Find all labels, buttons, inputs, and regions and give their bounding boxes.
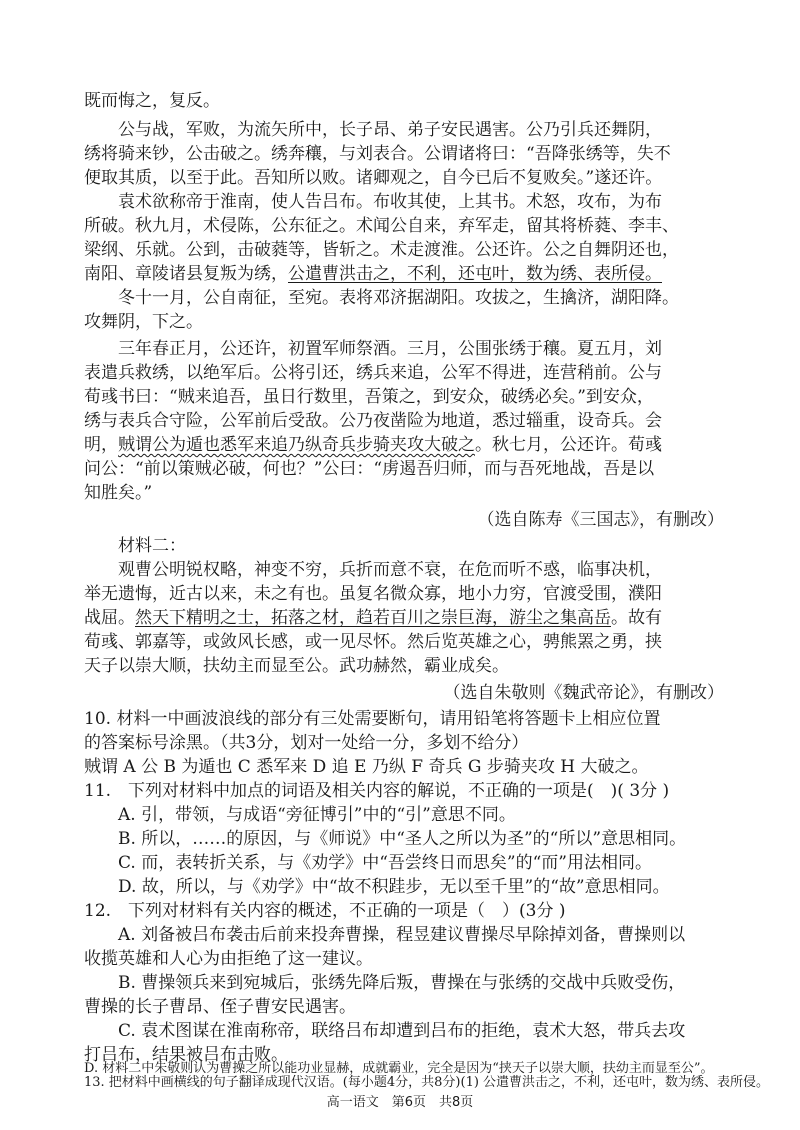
passage-line: 所破。秋九月，术侵陈，公东征之。术闻公自来，弃军走，留其将桥蕤、李丰、 (84, 216, 679, 236)
passage-line: 观曹公明锐权略，神变不穷，兵折而意不衰，在危而听不惑，临事决机， (118, 560, 662, 580)
question-10: 10. 材料一中画波浪线的部分有三处需要断句，请用铅笔将答题卡上相应位置 (84, 709, 661, 729)
passage-line: 攻舞阴，下之。 (84, 312, 203, 332)
question-10-options: 贼谓 A 公 B 为遁也 C 悉军来 D 追 E 乃纵 F 奇兵 G 步骑夹攻 H 大破之。 (84, 757, 649, 777)
question-13: 13. 把材料中画横线的句子翻译成现代汉语。(每小题4分，共8分)(1) 公遣曹洪击之，不利，还屯叶，数为绣、表所侵。 (84, 1075, 770, 1090)
question-12-option-b: 曹操的长子曹昂、侄子曹安民遇害。 (84, 997, 356, 1017)
dotted-char: 乃 (543, 120, 560, 140)
question-12-option-c: C. 袁术图谋在淮南称帝，联络吕布却遭到吕布的拒绝，袁术大怒，带兵去攻 (118, 1021, 686, 1041)
passage-line: 南阳、章陵诸县复叛为绣，公遣曹洪击之，不利，还屯叶，数为绣、表所侵。 (84, 264, 662, 284)
passage-line: 冬十一月，公自南征，至宛。表将邓济据湖阳。攻拔之，生擒济，湖阳降。 (118, 288, 679, 308)
question-11-option-d: D. 故，所以，与《劝学》中“故不积跬步，无以至千里”的“故”意思相同。 (118, 877, 670, 897)
passage-line: 绣将骑来钞，公击破之。绣奔穰，与刘表合。公谓诸将曰：“吾降张绣等，失不 (84, 144, 671, 164)
passage-line: 战屈。然天下精明之士，拓落之材，趋若百川之崇巨海，游尘之集高岳。故有 (84, 608, 662, 628)
question-12-option-a: A. 刘备被吕布袭击后前来投奔曹操，程昱建议曹操尽早除掉刘备，曹操则以 (118, 925, 686, 945)
question-12-option-d: D. 材料二中朱敬则认为曹操之所以能功业显赫，成就霸业，完全是因为“挟天子以崇大顺，扶幼主而显至公”。 (84, 1061, 714, 1076)
passage-line: 问公：“前以策贼必破，何也？”公曰：“虏遏吾归师，而与吾死地战，吾是以 (84, 459, 655, 479)
passage-line: 三年春正月，公还许，初置军师祭酒。三月，公围张绣于穰。夏五月，刘 (118, 339, 662, 359)
passage-line: 知胜矣。” (84, 483, 153, 503)
passage-line: 便取其质，以至于此。吾知所以败。诸卿观之，自今已后不复败矣。”遂还许。 (84, 168, 663, 188)
question-11-option-a: A. 引，带领，与成语“旁征博引”中的“引”意思不同。 (118, 805, 516, 825)
passage-line: 既而悔之，复反。 (84, 91, 220, 111)
question-12-option-c: 打吕布，结果被吕布击败。 (84, 1045, 288, 1065)
underlined-sentence-2: 然天下精明之士，拓落之材，趋若百川之崇巨海，游尘之集高岳 (135, 608, 611, 628)
wavy-line-sentence: 贼谓公为遁也悉军来追乃纵奇兵步骑夹攻大破之 (118, 435, 475, 455)
passage-line: 荀彧书曰：“贼来追吾，虽日行数里，吾策之，到安众，破绣必矣。”到安众， (84, 387, 654, 407)
passage-line: 明，贼谓公为遁也悉军来追乃纵奇兵步骑夹攻大破之。秋七月，公还许。荀彧 (84, 435, 662, 455)
page-footer: 高一语文 第6页 共8页 (326, 1095, 474, 1110)
question-11: 11. 下列对材料中加点的词语及相关内容的解说，不正确的一项是( )( 3分 ) (84, 781, 670, 801)
passage-line: 荀彧、郭嘉等，或敛风长感，或一见尽怀。然后览英雄之心，骋熊罴之勇，挟 (84, 632, 662, 652)
passage-line: 梁纲、乐就。公到，击破蕤等，皆斩之。术走渡淮。公还许。公之自舞阴还也， (84, 240, 679, 260)
passage-line: 举无遗悔，近古以来，未之有也。虽复名微众寡，地小力穷，官渡受围，濮阳 (84, 584, 662, 604)
question-12-option-a: 收揽英雄和人心为由拒绝了这一建议。 (84, 949, 373, 969)
question-11-option-b: B. 所以，……的原因，与《师说》中“圣人之所以为圣”的“所以”意思相同。 (118, 829, 687, 849)
source-note-2: （选自朱敬则《魏武帝论》，有删改） (443, 683, 724, 703)
source-note-1: （选自陈寿《三国志》，有删改） (477, 510, 724, 530)
underlined-sentence-1: 公遣曹洪击之，不利，还屯叶，数为绣、表所侵。 (288, 264, 662, 284)
passage-line: 绣与表兵合守险，公军前后受敌。公乃夜凿险为地道，悉过辎重，设奇兵。会 (84, 411, 662, 431)
question-10: 的答案标号涂黑。（共3分，划对一处给一分，多划不给分） (84, 733, 529, 753)
passage-line: 袁术欲称帝于淮南，使人告吕布。布收其使，上其书。术怒，攻布，为布 (118, 192, 662, 212)
material-two-heading: 材料二： (118, 536, 186, 556)
question-13-item-1: (1) 公遣曹洪击之，不利，还屯叶，数为绣、表所侵。 (460, 1075, 770, 1090)
passage-line: 表遣兵救绣，以绝军后。公将引还，绣兵来追，公军不得进，连营稍前。公与 (84, 363, 662, 383)
question-11-option-c: C. 而，表转折关系，与《劝学》中“吾尝终日而思矣”的“而”用法相同。 (118, 853, 652, 873)
question-12-option-b: B. 曹操领兵来到宛城后，张绣先降后叛，曹操在与张绣的交战中兵败受伤， (118, 973, 686, 993)
passage-line: 天子以崇大顺，扶幼主而显至公。武功赫然，霸业成矣。 (84, 656, 509, 676)
question-12: 12. 下列对材料有关内容的概述，不正确的一项是（ ）(3分 ) (84, 901, 566, 921)
passage-line: 公与战，军败，为流矢所中，长子昂、弟子安民遇害。公乃引兵还舞阴， (118, 120, 662, 140)
